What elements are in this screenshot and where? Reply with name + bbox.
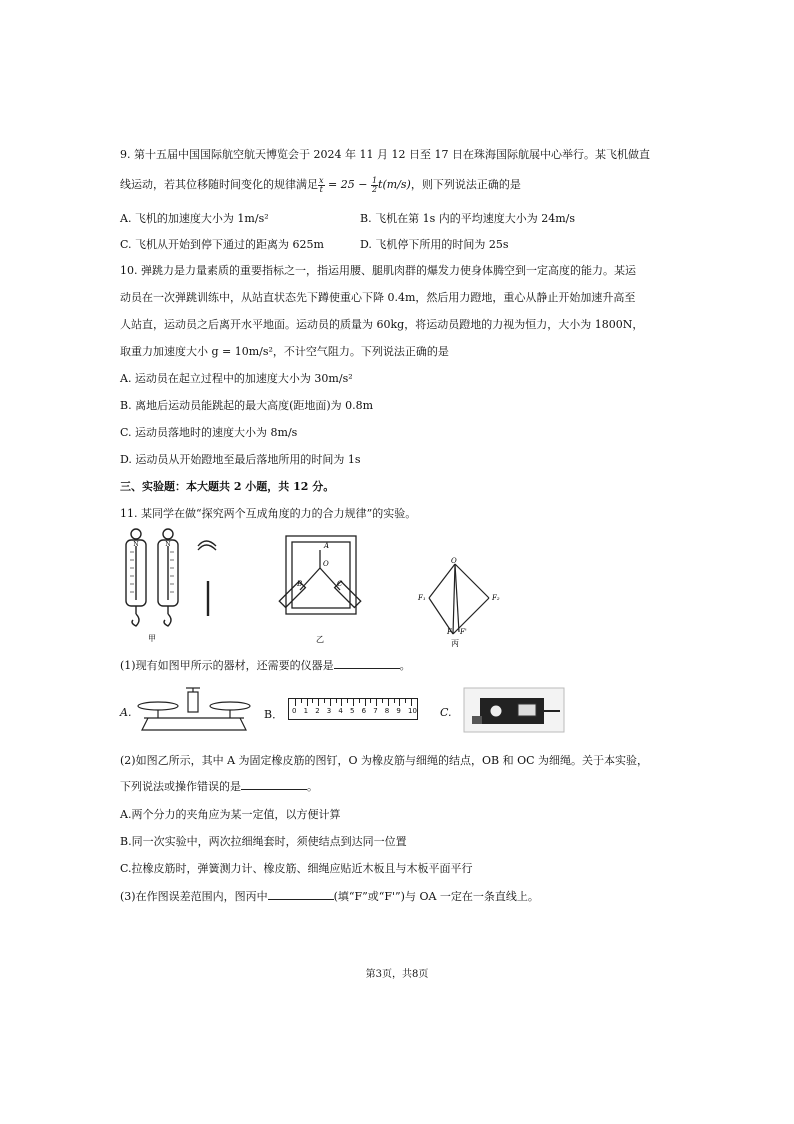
- q9-option-d[interactable]: D. 飞机停下所用的时间为 25s: [360, 238, 509, 251]
- q11-sub2-line1: (2)如图乙所示，其中 A 为固定橡皮筋的图钉，O 为橡皮筋与细绳的结点，OB 和 OC 为细绳。关于本实验，: [120, 754, 649, 767]
- fraction-half: [371, 177, 378, 194]
- eq-mid: = 25 −: [324, 178, 371, 191]
- q10-stem-line4: 取重力加速度大小 g = 10m/s²，不计空气阻力。下列说法正确的是: [120, 345, 449, 358]
- q10-stem-line3: 人站直，运动员之后离开水平地面。运动员的质量为 60kg，将运动员蹬地的力视为恒力，大小为 1800N，: [120, 318, 644, 331]
- ruler-number: 0: [292, 707, 297, 715]
- eq-end: t(m/s): [378, 178, 411, 191]
- choice-b-label[interactable]: B．: [264, 708, 284, 721]
- f1-label: F₁: [418, 594, 426, 602]
- q9-stem-line2-pre: 线运动，若其位移随时间变化的规律满足: [120, 178, 318, 191]
- q11-sub1-text: (1)现有如图甲所示的器材，还需要的仪器是: [120, 659, 334, 672]
- pt-o-label: O: [323, 560, 329, 568]
- ruler-tick: [307, 699, 308, 706]
- ruler-icon: [288, 698, 418, 720]
- answer-blank[interactable]: [334, 658, 400, 669]
- ruler-number: 2: [315, 707, 320, 715]
- ruler-tick: [301, 699, 302, 703]
- q9-option-a[interactable]: A. 飞机的加速度大小为 1m/s²: [120, 212, 269, 225]
- period: 。: [399, 659, 411, 672]
- ruler-tick: [353, 699, 354, 706]
- q9-option-c[interactable]: C. 飞机从开始到停下通过的距离为 625m: [120, 238, 324, 251]
- choice-a-label[interactable]: A.: [120, 706, 132, 719]
- ruler-tick: [388, 699, 389, 706]
- answer-blank[interactable]: [268, 889, 334, 900]
- ruler-tick: [394, 699, 395, 703]
- q10-stem-line2: 动员在一次弹跳训练中，从站直状态先下蹲使重心下降 0.4m，然后用力蹬地，重心从静止开始加速升高至: [120, 291, 636, 304]
- period: 。: [307, 780, 318, 793]
- fig-jia-caption: 甲: [148, 634, 156, 643]
- pt-a-label: A: [324, 542, 330, 550]
- scale-n-label: N: [165, 541, 171, 548]
- q11-intro: 11. 某同学在做“探究两个互成角度的力的合力规律”的实验。: [120, 507, 417, 520]
- q11-sub2-option-a[interactable]: A.两个分力的夹角应为某一定值，以方便计算: [120, 808, 341, 821]
- ruler-number: 3: [326, 707, 332, 715]
- figure-bing-force-diagram: [415, 556, 505, 648]
- ruler-tick: [347, 699, 348, 703]
- q11-sub1: [120, 657, 411, 673]
- f2-label: F₂: [492, 594, 500, 602]
- f-label: F: [447, 628, 452, 636]
- ruler-tick: [295, 699, 296, 706]
- q10-option-b[interactable]: B. 离地后运动员能跳起的最大高度(距地面)为 0.8m: [120, 399, 374, 412]
- q9-stem-line2: [120, 176, 521, 194]
- pt-b-label: B: [297, 580, 303, 588]
- page-footer: 第3页，共8页: [365, 969, 429, 980]
- q10-option-c[interactable]: C. 运动员落地时的速度大小为 8m/s: [120, 426, 298, 439]
- q11-sub2-option-c[interactable]: C.拉橡皮筋时，弹簧测力计、橡皮筋、细绳应贴近木板且与木板平面平行: [120, 862, 473, 875]
- section-heading: 三、实验题：本大题共 2 小题，共 12 分。: [120, 480, 335, 493]
- ruler-tick: [359, 699, 360, 703]
- ruler-number: 8: [384, 707, 390, 715]
- q11-sub2-line2: [120, 778, 318, 794]
- frac-num: 1: [371, 175, 378, 185]
- ruler-number: 9: [396, 707, 401, 715]
- figure-jia-spring-scales: [118, 526, 228, 644]
- ruler-tick: [312, 699, 313, 703]
- ruler-tick: [382, 699, 383, 703]
- q11-sub2-option-b[interactable]: B.同一次实验中，两次拉细绳套时，须使结点到达同一位置: [120, 835, 407, 848]
- ruler-tick: [365, 699, 366, 706]
- ruler-tick: [336, 699, 337, 703]
- dot-timer-icon: [462, 686, 566, 734]
- ruler-number: 7: [373, 707, 378, 715]
- ruler-tick: [405, 699, 406, 703]
- q11-sub3-post: (填“F”或“F'”)与 OA 一定在一条直线上。: [333, 890, 539, 903]
- frac-den: t: [319, 184, 323, 194]
- q10-option-a[interactable]: A. 运动员在起立过程中的加速度大小为 30m/s²: [120, 372, 353, 385]
- ruler-tick: [324, 699, 325, 703]
- ruler-tick: [411, 699, 412, 706]
- fig-bing-caption: 丙: [451, 639, 459, 648]
- q9-option-b[interactable]: B. 飞机在第 1s 内的平均速度大小为 24m/s: [360, 212, 575, 225]
- q10-option-d[interactable]: D. 运动员从开始蹬地至最后落地所用的时间为 1s: [120, 453, 361, 466]
- ruler-tick: [370, 699, 371, 703]
- q11-sub2-text: 下列说法或操作错误的是: [120, 780, 241, 793]
- balance-icon: [134, 684, 254, 734]
- q9-stem-line1: 9. 第十五届中国国际航空航天博览会于 2024 年 11 月 12 日至 17 日在珠海国际航展中心举行。某飞机做直: [120, 148, 650, 161]
- ruler-number: 6: [361, 707, 367, 715]
- q11-sub3-pre: (3)在作图误差范围内，图丙中: [120, 890, 268, 903]
- f-prime-label: F': [460, 628, 467, 636]
- pt-c-label: C: [337, 580, 343, 588]
- ruler-number: 5: [350, 707, 355, 715]
- ruler-tick: [330, 699, 331, 706]
- ruler-tick: [341, 699, 342, 706]
- bing-o-label: O: [451, 557, 457, 565]
- frac-den: 2: [371, 184, 378, 194]
- choice-c-label[interactable]: C.: [440, 706, 452, 719]
- fig-yi-caption: 乙: [316, 635, 324, 644]
- ruler-number: 10: [408, 707, 417, 715]
- q10-stem-line1: 10. 弹跳力是力量素质的重要指标之一，指运用腰、腿肌肉群的爆发力使身体腾空到一定高度的能力。某运: [120, 264, 636, 277]
- scale-n-label: N: [133, 541, 139, 548]
- ruler-number: 1: [303, 707, 309, 715]
- ruler-scale: [289, 699, 417, 719]
- ruler-number: 4: [338, 707, 343, 715]
- ruler-tick: [399, 699, 400, 706]
- answer-blank[interactable]: [241, 779, 307, 790]
- q11-sub3: [120, 888, 539, 904]
- q9-stem-line2-post: ，则下列说法正确的是: [410, 178, 521, 191]
- frac-num: x: [319, 175, 324, 185]
- ruler-tick: [376, 699, 377, 706]
- figure-yi-board: [270, 530, 370, 648]
- ruler-tick: [318, 699, 319, 706]
